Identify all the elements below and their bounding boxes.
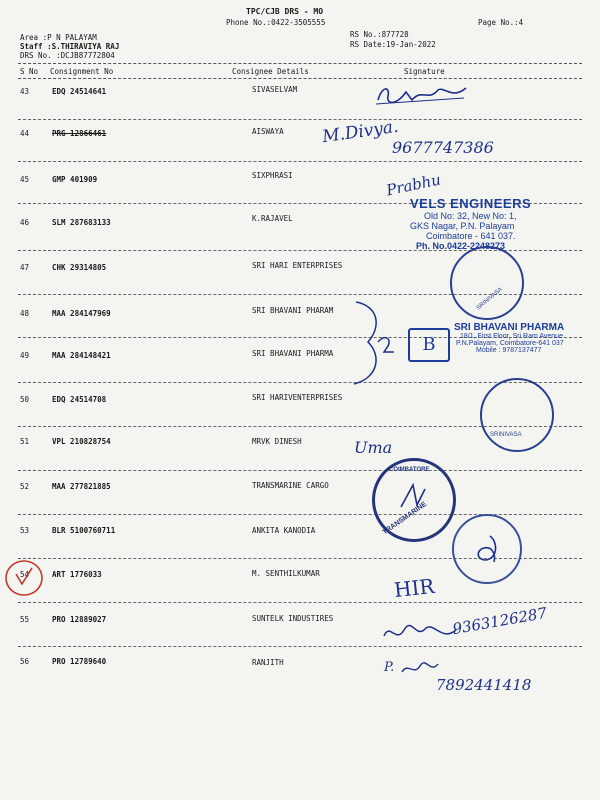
signature-scribble (400, 660, 440, 678)
row-consignee: SRI HARI ENTERPRISES (252, 261, 343, 270)
row-sno: 54 (20, 570, 30, 579)
row-sno: 51 (20, 437, 30, 446)
header-divider (18, 63, 582, 64)
row-sno: 48 (20, 309, 30, 318)
handwritten-phone: 9677747386 (392, 138, 494, 157)
row-consignee: K.RAJAVEL (252, 214, 293, 223)
row-consignment: MAA 284147969 (52, 309, 111, 318)
signature-scribble (468, 532, 504, 566)
row-consignment: PRO 12889027 (52, 615, 107, 624)
stamp-ring-text: TRANSMARINE (381, 500, 429, 537)
pharma-logo-icon: B (408, 328, 450, 362)
signature-scribble (372, 82, 472, 110)
row-consignment: MAA 277821885 (52, 482, 111, 491)
drs-number: DRS No. :DCJB87772804 (20, 51, 115, 60)
row-consignment: EDQ 24514708 (52, 395, 107, 404)
row-sno: 52 (20, 482, 30, 491)
row-consignment: CHK 29314805 (52, 263, 107, 272)
phone-number: Phone No.:0422-3505555 (226, 18, 326, 27)
stamp-ring-text: SRINIVASA (490, 432, 522, 438)
row-sno: 47 (20, 263, 30, 272)
row-consignment: SLM 287683133 (52, 218, 111, 227)
signature-scribble (380, 620, 460, 646)
handwritten-name: M.Divya. (320, 116, 400, 148)
row-consignee: ANKITA KANODIA (252, 526, 316, 535)
handwritten-name: Uma (354, 438, 393, 457)
page-number: Page No.:4 (478, 18, 524, 27)
stamp-address-line: Coimbatore - 641 037. (426, 231, 516, 241)
rs-number: RS No.:877728 (350, 30, 409, 39)
row-divider (18, 646, 582, 647)
company-stamp (408, 322, 588, 354)
stamp-phone-line: Mobile : 9787137477 (476, 347, 542, 354)
stamp-company-name: SRI BHAVANI PHARMA (454, 322, 565, 333)
row-divider (18, 602, 582, 603)
row-consignment: GMP 401909 (52, 175, 98, 184)
company-stamp (410, 196, 588, 251)
bracket-mark (348, 296, 408, 390)
document-title: TPC/CJB DRS - MO (246, 7, 324, 16)
table-row (0, 478, 600, 520)
row-consignment: MAA 284148421 (52, 351, 111, 360)
row-consignee: SRI HARIVENTERPRISES (252, 393, 343, 402)
handwritten-name: Prabhu (384, 170, 443, 200)
row-consignee: AISWAYA (252, 127, 284, 136)
round-stamp (372, 458, 456, 542)
row-consignee: RANJITH (252, 658, 284, 667)
row-consignment: PRO 12789640 (52, 657, 107, 666)
row-consignee: SUNTELK INDUSTIRES (252, 614, 334, 623)
row-sno: 45 (20, 175, 30, 184)
row-consignee: MRVK DINESH (252, 437, 302, 446)
handwritten-initials: P. (384, 660, 395, 675)
row-consignment: VPL 210828754 (52, 437, 111, 446)
row-divider (18, 161, 582, 162)
row-sno: 43 (20, 87, 30, 96)
table-row (0, 86, 600, 128)
round-stamp (480, 378, 554, 452)
round-stamp (452, 514, 522, 584)
row-consignee: SRI BHAVANI PHARAM (252, 306, 334, 315)
stamp-phone-line: Ph. No.0422-2248273 (416, 241, 506, 251)
staff-label: Staff :S.THIRAVIYA RAJ (20, 42, 120, 51)
handwritten-initials: HIR (392, 573, 436, 603)
row-consignee: SRI BHAVANI PHARMA (252, 349, 334, 358)
row-sno: 53 (20, 526, 30, 535)
area-label: Area :P N PALAYAM (20, 33, 97, 42)
stamp-address-line: GKS Nagar, P.N. Palayam (410, 221, 515, 231)
column-consignee: Consignee Details (232, 67, 309, 76)
row-consignment: PRG 12866461 (52, 129, 107, 138)
stamp-ring-text: COIMBATORE (389, 467, 430, 473)
row-consignee: SIXPHRASI (252, 171, 293, 180)
round-stamp (450, 246, 524, 320)
row-sno: 49 (20, 351, 30, 360)
signature-scribble (397, 481, 429, 513)
row-sno: 46 (20, 218, 30, 227)
handwritten-phone: 9363126287 (451, 603, 549, 639)
stamp-address-line: Old No: 32, New No: 1, (424, 211, 517, 221)
row-sno: 50 (20, 395, 30, 404)
red-circle-mark (2, 556, 46, 600)
rs-date: RS Date:19-Jan-2022 (350, 40, 436, 49)
stamp-address-line: 18/1, First Floor, Sri Ram Avenue (460, 333, 563, 340)
row-consignee: TRANSMARINE CARGO (252, 481, 329, 490)
row-sno: 44 (20, 129, 30, 138)
stamp-ring-text: SRINIVASA (475, 286, 504, 312)
row-sno: 56 (20, 657, 30, 666)
column-consignment: Consignment No (50, 67, 114, 76)
row-consignment: BLR 5100760711 (52, 526, 116, 535)
row-consignee: SIVASELVAM (252, 85, 298, 94)
column-signature: Signature (404, 67, 445, 76)
row-sno: 55 (20, 615, 30, 624)
row-consignment: ART 1776033 (52, 570, 102, 579)
column-divider (18, 78, 582, 79)
table-row (0, 128, 600, 170)
stamp-company-name: VELS ENGINEERS (410, 196, 532, 211)
handwritten-phone: 7892441418 (436, 676, 532, 694)
column-sno: S No (20, 67, 39, 76)
row-consignee: M. SENTHILKUMAR (252, 569, 320, 578)
row-divider (18, 470, 582, 471)
row-consignment: EDQ 24514641 (52, 87, 107, 96)
stamp-address-line: P.N.Palayam, Coimbatore-641 037 (456, 340, 564, 347)
row-divider (18, 119, 582, 120)
